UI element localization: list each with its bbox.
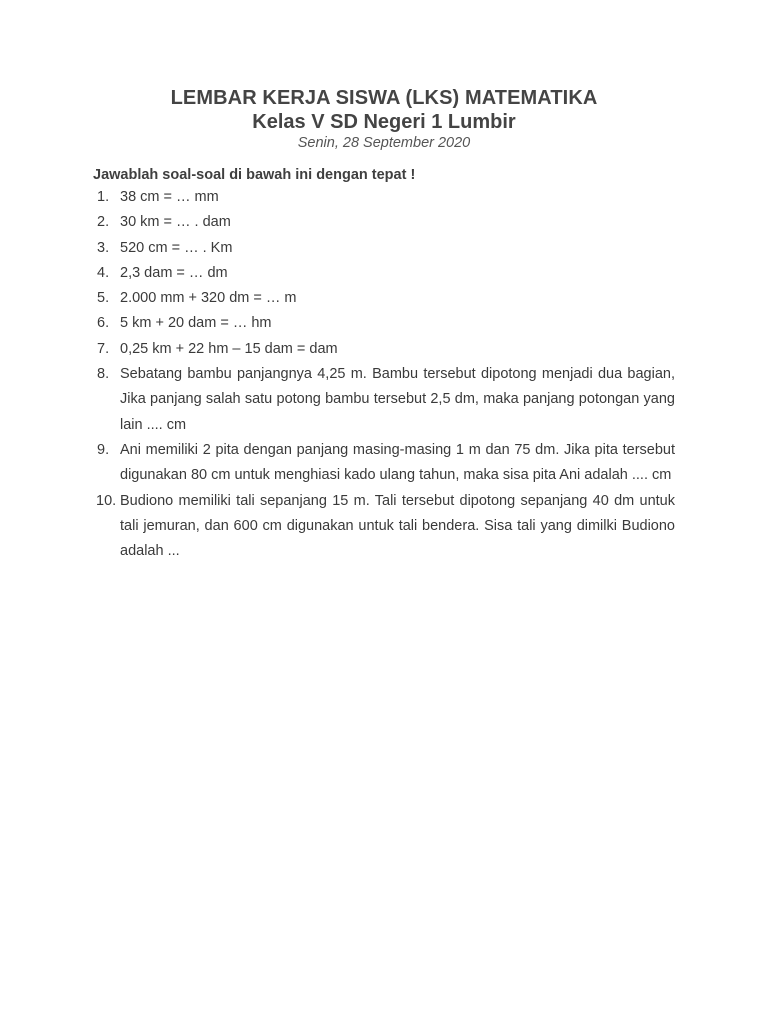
question-text: 2.000 mm + 320 dm = … m [120, 290, 297, 307]
question-text: Budiono memiliki tali sepanjang 15 m. Tali tersebut dipotong sepanjang 40 dm untuk tali jemuran, dan 600 cm digunakan untuk tali bendera. Sisa tali yang dimilki Budiono adalah ... [120, 492, 675, 560]
question-number: 2. [97, 214, 110, 231]
question-item [93, 210, 675, 235]
question-number: 9. [97, 441, 110, 458]
question-item [93, 286, 675, 311]
question-number: 1. [97, 189, 110, 205]
instruction-text: Jawablah soal-soal di bawah ini dengan tepat ! [93, 167, 416, 183]
question-item [93, 362, 675, 438]
question-item [93, 438, 675, 489]
question-text: 5 km + 20 dam = … hm [120, 315, 272, 332]
question-number: 8. [97, 366, 110, 383]
question-number: 6. [97, 315, 110, 332]
question-number: 4. [97, 264, 110, 281]
question-item [93, 261, 675, 286]
question-item [93, 311, 675, 336]
question-text: 30 km = … . dam [120, 214, 231, 231]
question-number: 5. [97, 290, 110, 307]
question-item [93, 236, 675, 261]
question-item [93, 489, 675, 565]
question-item [93, 185, 675, 210]
worksheet-date: Senin, 28 September 2020 [297, 135, 471, 151]
question-text: 2,3 dam = … dm [120, 264, 228, 281]
question-number: 7. [97, 340, 110, 357]
question-list [93, 185, 675, 564]
page-title: LEMBAR KERJA SISWA (LKS) MATEMATIKA [170, 87, 598, 109]
question-text: 520 cm = … . Km [120, 239, 233, 256]
question-item [93, 337, 675, 362]
worksheet-header [0, 86, 768, 152]
page-subtitle: Kelas V SD Negeri 1 Lumbir [252, 111, 516, 133]
question-text: Sebatang bambu panjangnya 4,25 m. Bambu tersebut dipotong menjadi dua bagian, Jika panjang salah satu potong bambu tersebut 2,5 dm, maka panjang potongan yang lain .... cm [120, 366, 675, 433]
question-text: 0,25 km + 22 hm – 15 dam = dam [120, 340, 338, 357]
question-text: Ani memiliki 2 pita dengan panjang masing-masing 1 m dan 75 dm. Jika pita tersebut digunakan 80 cm untuk menghiasi kado ulang tahun, maka sisa pita Ani adalah .... cm [120, 441, 675, 484]
question-text: 38 cm = … mm [120, 189, 219, 205]
question-number: 3. [97, 239, 110, 256]
question-number: 10. [96, 492, 117, 509]
